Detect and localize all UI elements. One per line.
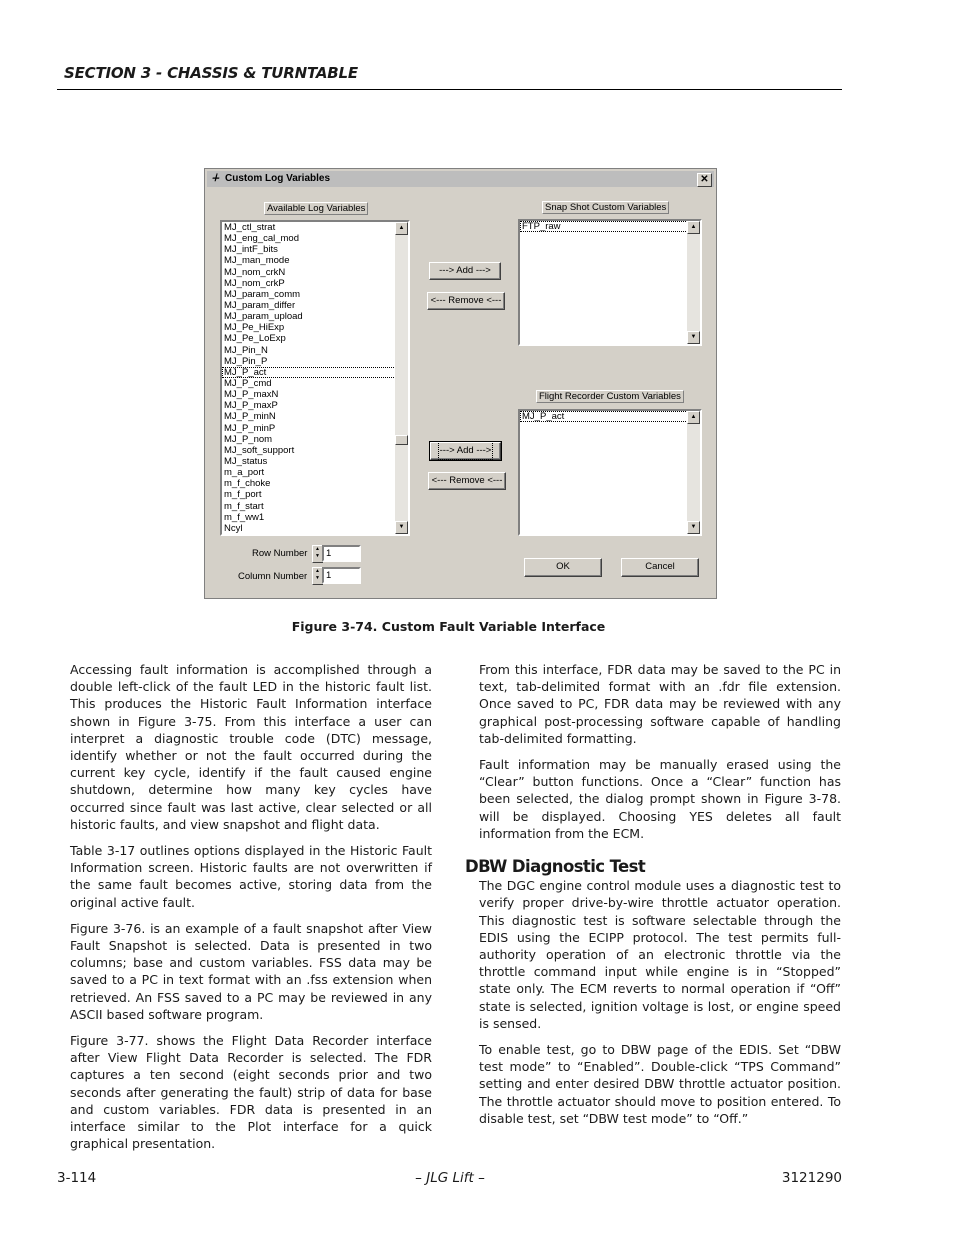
list-item[interactable]: MJ_P_maxN (224, 389, 279, 401)
close-button[interactable]: ✕ (697, 173, 712, 187)
column-number-label: Column Number (238, 571, 308, 582)
list-item[interactable]: MJ_man_mode (224, 255, 290, 267)
column-number-input[interactable]: 1 (322, 567, 361, 584)
paragraph: Table 3-17 outlines options displayed in the Historic Fault Information screen. Historic faults are not overwritten if the same fault becomes active, storing data from the original active fault. (70, 843, 432, 910)
available-variables-label: Available Log Variables (264, 202, 368, 215)
cancel-button[interactable] (621, 558, 699, 577)
figure-caption: Figure 3-74. Custom Fault Variable Interface (291, 619, 606, 634)
header-rule (57, 89, 842, 90)
list-item[interactable]: m_f_port (224, 489, 262, 501)
snapshot-variables-list[interactable] (518, 219, 702, 346)
list-item[interactable]: m_f_ww1 (224, 511, 265, 523)
list-item[interactable]: MJ_soft_support (224, 444, 295, 456)
flight-recorder-variables-label: Flight Recorder Custom Variables (536, 390, 684, 403)
list-item[interactable]: m_f_choke (224, 478, 271, 490)
scroll-up-icon[interactable]: ▲ (687, 221, 700, 234)
list-item[interactable]: MJ_P_act (520, 411, 700, 422)
row-number-label: Row Number (252, 548, 308, 559)
available-variables-items (222, 222, 408, 534)
add-flight-label: ---> Add ---> (439, 445, 492, 456)
scroll-down-icon[interactable]: ▼ (687, 331, 700, 344)
list-item[interactable]: MJ_nom_crkN (224, 266, 286, 278)
list-item[interactable]: MJ_nom_crkP (224, 277, 285, 289)
list-item[interactable]: MJ_status (224, 455, 268, 467)
add-snapshot-label: ---> Add ---> (439, 265, 491, 276)
remove-flight-label: <--- Remove <--- (431, 475, 503, 486)
list-item[interactable]: FTP_raw (520, 221, 700, 232)
list-item[interactable]: MJ_P_maxP (224, 400, 278, 412)
paragraph: From this interface, FDR data may be saved to the PC in text, tab-delimited format with an .fdr file extension. Once saved to PC, FDR data may be reviewed with any graphical post-processing software capable of handling tab-delimited formatting. (479, 662, 841, 746)
snapshot-variables-items (520, 221, 700, 232)
ok-button[interactable] (524, 558, 602, 577)
dialog-title: Custom Log Variables (225, 173, 331, 184)
add-snapshot-button[interactable] (429, 262, 501, 280)
list-item[interactable]: MJ_Pe_LoExp (224, 333, 286, 345)
paragraph: The DGC engine control module uses a diagnostic test to verify proper drive-by-wire throttle actuator operation. This diagnostic test is software selectable through the EDIS using the ECIPP protocol. The test permits full-authority operation of an electronic throttle via the throttle command input while engine is in “Stopped” state only. The ECM reverts to normal operation if “Off” state is selected, ignition voltage is lost, or engine speed is sensed. (479, 878, 841, 1031)
footer-brand: – JLG Lift – (415, 1170, 485, 1186)
list-item[interactable]: MJ_intF_bits (224, 244, 278, 256)
remove-snapshot-button[interactable] (427, 292, 505, 310)
paragraph: Figure 3-76. is an example of a fault snapshot after View Fault Snapshot is selected. Data is presented in two columns; base and custom variables. FSS data may be saved to a PC in text format with an .fss extension when retrieved. An FSS saved to a PC may be reviewed in any ASCII based software program. (70, 920, 432, 1022)
list-item[interactable]: MJ_P_act (222, 367, 408, 378)
list-item[interactable]: m_a_port (224, 467, 265, 479)
remove-snapshot-label: <--- Remove <--- (430, 295, 502, 306)
document-number: 3121290 (781, 1170, 842, 1186)
available-variables-list[interactable] (220, 220, 410, 536)
list-item[interactable]: m_f_start (224, 500, 264, 512)
list-item[interactable]: MJ_P_minP (224, 422, 276, 434)
scroll-up-icon[interactable]: ▲ (395, 222, 408, 235)
available-list-scrollbar[interactable] (395, 222, 408, 534)
list-item[interactable]: MJ_param_differ (224, 299, 296, 311)
scroll-down-icon[interactable]: ▼ (395, 521, 408, 534)
list-item[interactable]: MJ_param_upload (224, 311, 303, 323)
remove-flight-button[interactable] (428, 472, 506, 490)
cancel-label: Cancel (645, 561, 675, 572)
list-item[interactable]: MJ_P_minN (224, 411, 276, 423)
add-flight-button[interactable] (430, 442, 501, 460)
custom-log-variables-dialog (204, 168, 717, 599)
flight-recorder-variables-list[interactable] (518, 409, 702, 536)
scroll-thumb[interactable] (395, 435, 408, 445)
scroll-up-icon[interactable]: ▲ (687, 411, 700, 424)
section-subheading: DBW Diagnostic Test (465, 857, 646, 877)
list-item[interactable]: MJ_Pin_P (224, 355, 268, 367)
list-item[interactable]: MJ_eng_cal_mod (224, 233, 299, 245)
scroll-down-icon[interactable]: ▼ (687, 521, 700, 534)
right-column (465, 661, 841, 1136)
paragraph: Accessing fault information is accomplished through a double left-click of the fault LED in the historic fault list. This produces the Historic Fault Information interface shown in Figure 3-75. From this interface a user can interpret a diagnostic trouble code (DTC) message, identify whether or not the fault occurred during the current key cycle, identify if the fault caused engine shutdown, determine how many key cycles have occurred since fault was last active, clear selected or all historic faults, and view snapshot and flight data. (70, 662, 432, 832)
snapshot-list-scrollbar[interactable] (687, 221, 700, 344)
app-icon: ∔ (211, 173, 220, 184)
section-title: SECTION 3 - CHASSIS & TURNTABLE (64, 64, 358, 82)
list-item[interactable]: Ncyl (224, 522, 243, 534)
dialog-titlebar (207, 171, 714, 187)
paragraph: Fault information may be manually erased using the “Clear” button functions. Once a “Clear” function has been selected, the dialog prompt shown in Figure 3-78. will be displayed. Choosing YES deletes all fault information from the ECM. (479, 757, 841, 841)
list-item[interactable]: MJ_ctl_strat (224, 222, 276, 233)
row-number-spinner[interactable]: ▲ ▼ (312, 545, 323, 563)
ok-label: OK (556, 561, 570, 572)
list-item[interactable]: MJ_P_cmd (224, 377, 272, 389)
list-item[interactable]: MJ_Pe_HiExp (224, 322, 285, 334)
row-number-input[interactable]: 1 (322, 545, 361, 562)
flight-list-scrollbar[interactable] (687, 411, 700, 534)
list-item[interactable]: MJ_P_nom (224, 433, 273, 445)
snapshot-variables-label: Snap Shot Custom Variables (542, 201, 669, 214)
page-number: 3-114 (57, 1170, 97, 1186)
list-item[interactable]: MJ_param_comm (224, 288, 301, 300)
left-column (70, 661, 432, 1161)
flight-recorder-variables-items (520, 411, 700, 422)
list-item[interactable]: MJ_Pin_N (224, 344, 268, 356)
paragraph: To enable test, go to DBW page of the EDIS. Set “DBW test mode” to “Enabled”. Double-click “TPS Command” setting and enter desired DBW throttle actuator position. The throttle actuator should move to position entered. To disable test, set “DBW test mode” to “Off.” (479, 1042, 841, 1126)
paragraph: Figure 3-77. shows the Flight Data Recorder interface after View Flight Data Recorder is selected. The FDR captures a ten second (eight seconds prior and two seconds after generating the fault) strip of data for base and custom variables. FDR data is presented in an interface similar to the Plot interface for a quick graphical presentation. (70, 1033, 432, 1152)
column-number-spinner[interactable]: ▲ ▼ (312, 567, 323, 585)
